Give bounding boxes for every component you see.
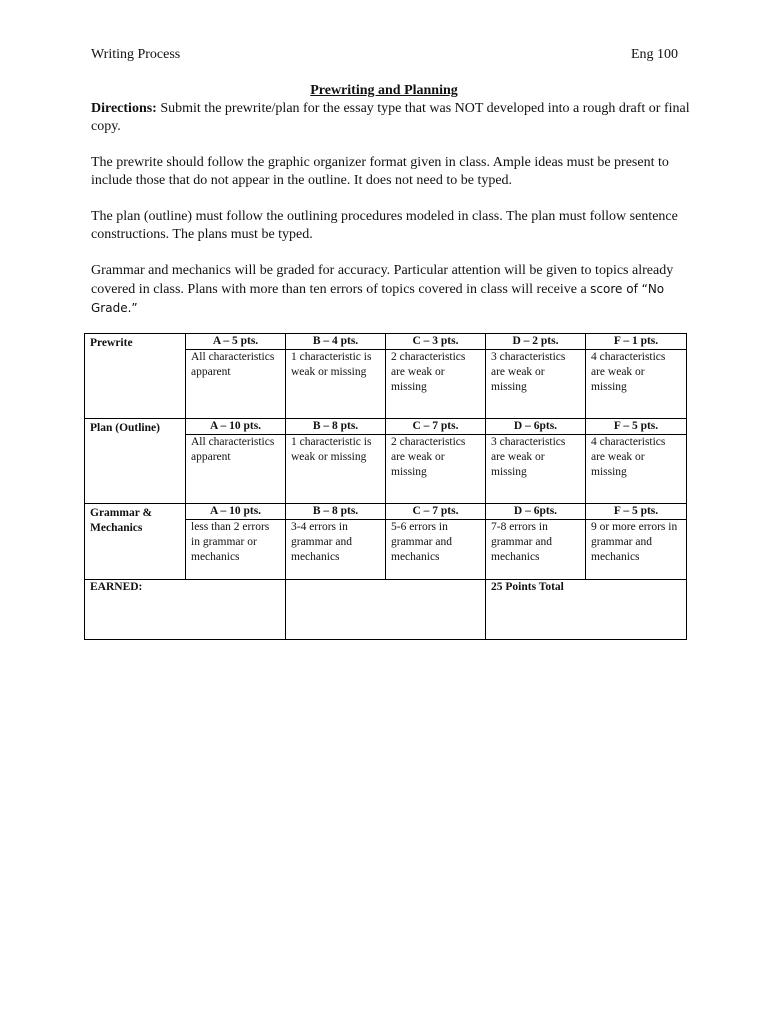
table-row <box>85 334 687 350</box>
criteria-cell: All characteristics apparent <box>186 435 286 504</box>
directions-text: Submit the prewrite/plan for the essay type that was NOT developed into a rough draft or final copy. <box>91 101 690 134</box>
grade-header: D – 6pts. <box>486 419 586 435</box>
grade-header: B – 8 pts. <box>286 419 386 435</box>
header-course-topic: Writing Process <box>91 47 181 62</box>
grade-header: F – 5 pts. <box>586 419 687 435</box>
row-label-plan: Plan (Outline) <box>85 419 186 504</box>
grade-header: B – 4 pts. <box>286 334 386 350</box>
criteria-cell: 3-4 errors in grammar and mechanics <box>286 520 386 580</box>
criteria-cell: 4 characteristics are weak or missing <box>586 435 687 504</box>
rubric-table <box>84 333 687 640</box>
criteria-cell: All characteristics apparent <box>186 350 286 419</box>
plan-paragraph: The plan (outline) must follow the outlining procedures modeled in class. The plan must follow sentence constructions. The plans must be typed. <box>91 209 678 242</box>
criteria-cell: 4 characteristics are weak or missing <box>586 350 687 419</box>
directions-label: Directions: <box>91 101 157 116</box>
grade-header: F – 1 pts. <box>586 334 687 350</box>
grade-header: C – 7 pts. <box>386 419 486 435</box>
grade-header: A – 10 pts. <box>186 504 286 520</box>
criteria-cell: 2 characteristics are weak or missing <box>386 350 486 419</box>
grade-header: D – 6pts. <box>486 504 586 520</box>
grade-header: C – 3 pts. <box>386 334 486 350</box>
grade-header: C – 7 pts. <box>386 504 486 520</box>
criteria-cell: 9 or more errors in grammar and mechanics <box>586 520 687 580</box>
row-label-prewrite: Prewrite <box>85 334 186 419</box>
grade-header: A – 10 pts. <box>186 419 286 435</box>
criteria-cell: 2 characteristics are weak or missing <box>386 435 486 504</box>
table-row <box>85 419 687 435</box>
earned-score-cell <box>286 580 486 640</box>
page-title: Prewriting and Planning <box>310 83 458 98</box>
prewrite-paragraph: The prewrite should follow the graphic organizer format given in class. Ample ideas must be present to include those that do not appear in the outline. It does not need to be typed. <box>91 155 669 188</box>
criteria-cell: 1 characteristic is weak or missing <box>286 435 386 504</box>
grammar-paragraph <box>91 262 691 318</box>
grade-header: F – 5 pts. <box>586 504 687 520</box>
directions-paragraph <box>91 100 691 136</box>
table-row <box>85 580 687 640</box>
grade-header: B – 8 pts. <box>286 504 386 520</box>
grammar-paragraph-tail: score of “No Grade.” <box>91 282 665 315</box>
total-points-label: 25 Points Total <box>486 580 687 640</box>
criteria-cell: 3 characteristics are weak or missing <box>486 435 586 504</box>
grade-header: D – 2 pts. <box>486 334 586 350</box>
grade-header: A – 5 pts. <box>186 334 286 350</box>
criteria-cell: less than 2 errors in grammar or mechanics <box>186 520 286 580</box>
criteria-cell: 3 characteristics are weak or missing <box>486 350 586 419</box>
criteria-cell: 1 characteristic is weak or missing <box>286 350 386 419</box>
header-course-code: Eng 100 <box>630 47 678 62</box>
criteria-cell: 5-6 errors in grammar and mechanics <box>386 520 486 580</box>
criteria-cell: 7-8 errors in grammar and mechanics <box>486 520 586 580</box>
earned-label: EARNED: <box>85 580 286 640</box>
grammar-paragraph-text: Grammar and mechanics will be graded for accuracy. Particular attention will be given to topics already covered in class. Plans with more than ten errors of topics covered in class will receive a <box>91 263 674 297</box>
table-row <box>85 504 687 520</box>
row-label-grammar: Grammar & Mechanics <box>85 504 186 580</box>
